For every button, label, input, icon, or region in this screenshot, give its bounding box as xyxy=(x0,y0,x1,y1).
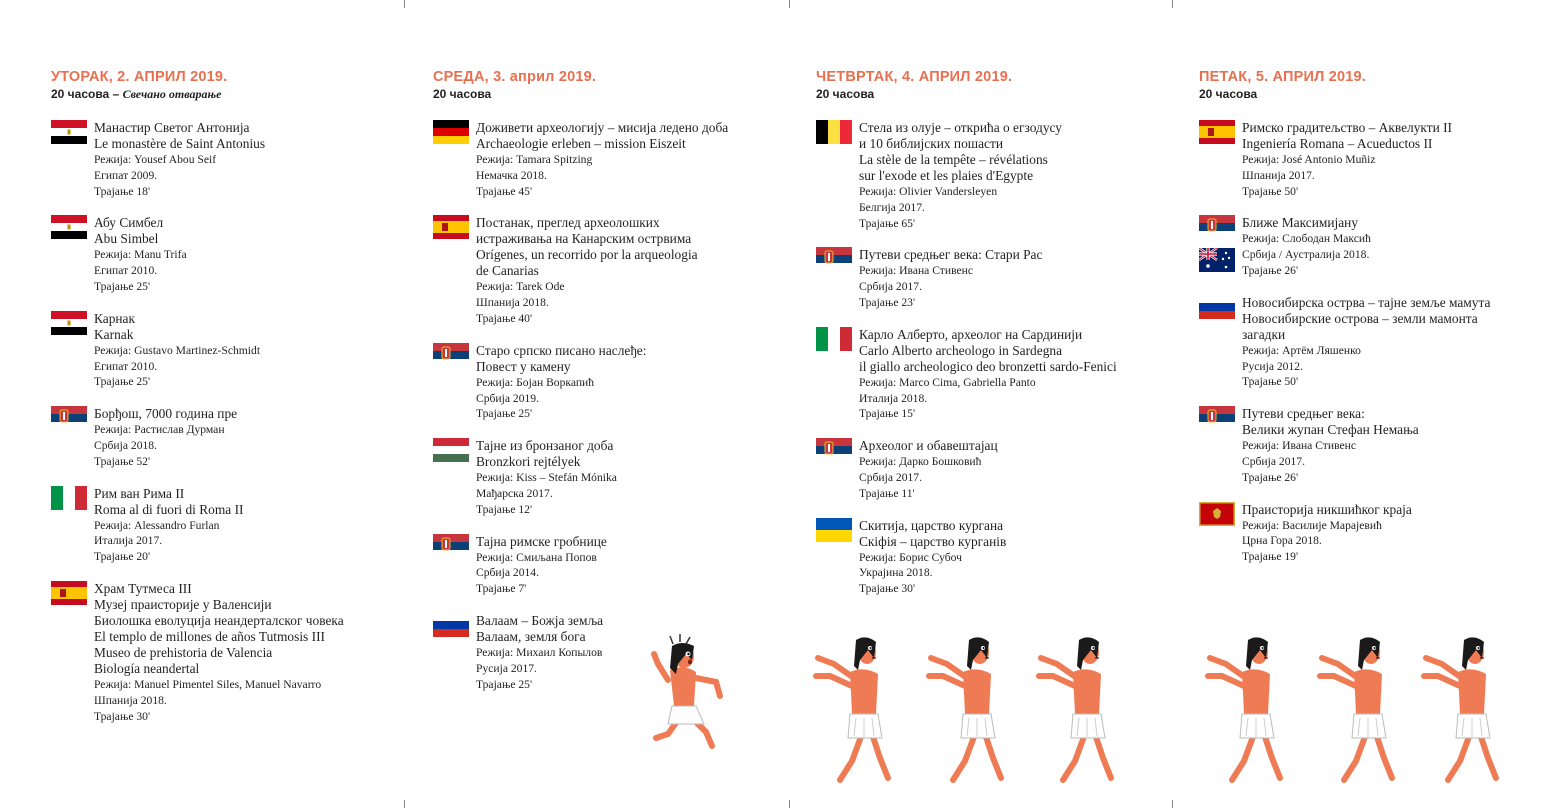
film-country-year: Србија 2014. xyxy=(476,566,539,580)
film-title: Валаам, земля бога xyxy=(476,628,586,644)
spain-flag-icon xyxy=(51,581,87,605)
film-country-year: Русија 2017. xyxy=(476,661,537,675)
film-country-year: Србија 2017. xyxy=(859,470,922,484)
walking-egyptian-figure xyxy=(812,636,912,791)
film-entry xyxy=(433,438,773,517)
film-director: Режија: Manu Trifa xyxy=(94,248,187,262)
spain-flag-icon xyxy=(433,215,469,239)
film-country-year: Црна Гора 2018. xyxy=(1242,534,1322,548)
film-title: Праисторија никшићког краја xyxy=(1242,501,1412,517)
film-entry xyxy=(1199,215,1539,278)
film-duration: Трајање 65' xyxy=(859,216,916,230)
film-duration: Трајање 26' xyxy=(1242,263,1299,277)
australia-flag-icon xyxy=(1199,248,1235,272)
film-title: Музеј праисторије у Валенсији xyxy=(94,596,272,612)
film-entry xyxy=(1199,120,1539,199)
film-director: Режија: José Antonio Muñiz xyxy=(1242,153,1376,166)
film-duration: Трајање 50' xyxy=(1242,375,1299,389)
crop-mark xyxy=(1172,0,1173,8)
film-director: Режија: Ивана Стивенс xyxy=(1242,439,1356,453)
film-title: истраживања на Канарским острвима xyxy=(476,231,692,247)
film-title: sur l'exode et les plaies d'Egypte xyxy=(859,168,1034,183)
film-title: Валаам – Божја земља xyxy=(476,612,604,628)
film-duration: Трајање 19' xyxy=(1242,550,1299,564)
film-title: Biología neandertal xyxy=(94,660,200,676)
walking-egyptian-figure xyxy=(925,636,1025,791)
day-column-thursday xyxy=(816,68,1156,613)
film-duration: Трајање 30' xyxy=(94,709,151,723)
egypt-flag-icon xyxy=(51,311,87,335)
film-entry xyxy=(1199,295,1539,390)
film-title: Новосибирска острва – тајне земље мамута xyxy=(1242,294,1491,310)
film-director: Режија: Артём Ляшенко xyxy=(1242,343,1361,357)
film-entry xyxy=(51,311,391,390)
day-column-friday xyxy=(1199,68,1539,581)
film-title: de Canarias xyxy=(476,263,539,279)
film-title: Тајне из бронзаног доба xyxy=(476,438,614,454)
film-title: Orígenes, un recorrido por la arqueologia xyxy=(476,247,698,263)
film-duration: Трајање 25' xyxy=(94,375,151,389)
crop-mark xyxy=(404,0,405,8)
film-director: Режија: Дарко Бошковић xyxy=(859,455,982,469)
film-director: Режија: Olivier Vandersleyen xyxy=(859,185,998,198)
film-title: Roma al di fuori di Roma II xyxy=(94,501,244,517)
film-director: Режија: Kiss – Stefán Mónika xyxy=(476,471,617,485)
film-director: Режија: Ивана Стивенс xyxy=(859,264,973,278)
film-entry xyxy=(51,406,391,469)
film-country-year: Украјина 2018. xyxy=(859,566,933,580)
film-duration: Трајање 25' xyxy=(94,279,151,293)
film-country-year: Италија 2017. xyxy=(94,534,163,548)
film-title: El templo de millones de años Tutmosis III xyxy=(94,628,325,644)
film-title: Старо српско писано наслеђе: xyxy=(476,342,647,358)
film-title: Борђош, 7000 година пре xyxy=(94,406,238,422)
film-title: Карнак xyxy=(94,310,136,326)
film-title: Скіфія – царство курганів xyxy=(859,533,1007,549)
walking-egyptian-figure xyxy=(1204,636,1304,791)
film-title: Скитија, царство кургана xyxy=(859,517,1004,533)
film-director: Режија: Manuel Pimentel Siles, Manuel Navarro xyxy=(94,677,322,691)
day-column-wednesday xyxy=(433,68,773,708)
film-country-year: Белгија 2017. xyxy=(859,200,925,214)
film-director: Режија: Растислав Дурман xyxy=(94,423,225,437)
film-director: Режија: Gustavo Martinez-Schmidt xyxy=(94,343,261,357)
film-title: и 10 библијских пошасти xyxy=(859,136,1004,151)
film-title: Карло Алберто, археолог на Сардинији xyxy=(859,326,1083,342)
film-title: Стела из олује – открића о егзодусу xyxy=(859,120,1062,135)
film-duration: Трајање 20' xyxy=(94,550,151,564)
film-title: Новосибирские острова – земли мамонта xyxy=(1242,310,1478,326)
film-title: Тајна римске гробнице xyxy=(476,533,607,549)
crop-mark xyxy=(404,800,405,808)
film-title: Bronzkori rejtélyek xyxy=(476,454,581,470)
film-entry xyxy=(816,518,1156,597)
film-duration: Трајање 15' xyxy=(859,407,916,421)
film-duration: Трајање 25' xyxy=(476,407,533,421)
film-title: Путеви средњег века: Стари Рас xyxy=(859,247,1043,263)
day-time xyxy=(1199,86,1539,102)
italy-flag-icon xyxy=(816,327,852,351)
film-duration: Трајање 7' xyxy=(476,582,527,596)
serbia-flag-icon xyxy=(1199,215,1235,239)
film-director: Режија: Смиљана Попов xyxy=(476,550,597,564)
film-duration: Трајање 18' xyxy=(94,184,151,198)
film-title: Abu Simbel xyxy=(94,231,159,247)
film-country-year: Египат 2010. xyxy=(94,264,158,278)
film-entry xyxy=(51,581,391,724)
film-title: Karnak xyxy=(94,326,134,342)
film-list xyxy=(816,120,1156,597)
film-title: Манастир Светог Антонија xyxy=(94,120,250,135)
film-duration: Трајање 40' xyxy=(476,311,533,325)
serbia-flag-icon xyxy=(51,406,87,430)
belgium-flag-icon xyxy=(816,120,852,144)
germany-flag-icon xyxy=(433,120,469,144)
film-title: La stèle de la tempête – révélations xyxy=(859,152,1048,167)
film-title: Archaeologie erleben – mission Eiszeit xyxy=(476,136,686,151)
film-title: загадки xyxy=(1242,326,1286,342)
film-country-year: Шпанија 2017. xyxy=(1242,168,1315,182)
film-duration: Трајање 23' xyxy=(859,295,916,309)
film-entry xyxy=(816,247,1156,310)
crop-mark xyxy=(789,800,790,808)
film-entry xyxy=(1199,502,1539,565)
film-list xyxy=(1199,120,1539,565)
film-title: Абу Симбел xyxy=(94,215,164,231)
film-director: Режија: Yousef Abou Seif xyxy=(94,153,217,166)
film-country-year: Мађарска 2017. xyxy=(476,486,553,500)
film-duration: Трајање 11' xyxy=(859,486,915,500)
russia-flag-icon xyxy=(1199,295,1235,319)
film-director: Режија: Marco Cima, Gabriella Panto xyxy=(859,375,1036,389)
film-duration: Трајање 45' xyxy=(476,184,533,198)
day-title: СРЕДА, 3. април 2019. xyxy=(433,69,597,85)
film-country-year: Шпанија 2018. xyxy=(476,296,549,310)
film-country-year: Шпанија 2018. xyxy=(94,693,167,707)
film-country-year: Србија 2018. xyxy=(94,438,157,452)
day-time xyxy=(51,86,391,102)
serbia-flag-icon xyxy=(816,438,852,462)
film-country-year: Србија 2017. xyxy=(859,280,922,294)
film-director: Режија: Михаил Копылов xyxy=(476,645,603,659)
time-text: 20 часова xyxy=(433,87,492,101)
film-entry xyxy=(816,327,1156,422)
film-title: Повест у камену xyxy=(476,358,571,374)
crop-mark xyxy=(1172,800,1173,808)
film-entry xyxy=(51,215,391,294)
film-entry xyxy=(1199,406,1539,485)
serbia-flag-icon xyxy=(433,534,469,558)
walking-egyptian-figure xyxy=(1035,636,1135,791)
film-director: Режија: Alessandro Furlan xyxy=(94,518,220,532)
film-country-year: Србија 2017. xyxy=(1242,454,1305,468)
film-title: Велики жупан Стефан Немања xyxy=(1242,422,1419,438)
film-entry xyxy=(433,343,773,422)
film-title: Рим ван Рима II xyxy=(94,485,185,501)
film-title: Биолошка еволуција неандерталског човека xyxy=(94,612,344,628)
day-column-tuesday xyxy=(51,68,391,740)
russia-flag-icon xyxy=(433,613,469,637)
day-title: ЧЕТВРТАК, 4. АПРИЛ 2019. xyxy=(816,69,1013,85)
crop-mark xyxy=(789,0,790,8)
film-country-year: Србија 2019. xyxy=(476,391,539,405)
film-title: Le monastère de Saint Antonius xyxy=(94,136,266,151)
day-title: УТОРАК, 2. АПРИЛ 2019. xyxy=(51,69,228,85)
day-time xyxy=(433,86,773,102)
film-director: Режија: Tarek Ode xyxy=(476,280,565,294)
time-note: Свечано отварање xyxy=(122,87,222,101)
film-entry xyxy=(51,486,391,565)
film-duration: Трајање 26' xyxy=(1242,470,1299,484)
serbia-flag-icon xyxy=(433,343,469,367)
film-title: Путеви средњег века: xyxy=(1242,406,1365,422)
montenegro-flag-icon xyxy=(1199,502,1235,526)
walking-egyptian-figure xyxy=(1420,636,1520,791)
film-entry xyxy=(816,120,1156,231)
ukraine-flag-icon xyxy=(816,518,852,542)
egypt-flag-icon xyxy=(51,120,87,144)
film-duration: Трајање 12' xyxy=(476,502,533,516)
film-entry xyxy=(816,438,1156,501)
film-director: Режија: Борис Субоч xyxy=(859,550,962,564)
film-title: Ingeniería Romana – Acueductos II xyxy=(1242,136,1433,151)
day-title: ПЕТАК, 5. АПРИЛ 2019. xyxy=(1199,69,1367,85)
film-duration: Трајање 50' xyxy=(1242,184,1299,198)
film-title: Археолог и обавештајац xyxy=(859,438,998,454)
film-duration: Трајање 30' xyxy=(859,582,916,596)
film-country-year: Италија 2018. xyxy=(859,391,928,405)
film-director: Режија: Слободан Максић xyxy=(1242,232,1371,246)
film-title: Постанак, преглед археолошких xyxy=(476,215,660,231)
film-country-year: Србија / Аустралија 2018. xyxy=(1242,248,1370,262)
walking-egyptian-figure xyxy=(1316,636,1416,791)
serbia-flag-icon xyxy=(1199,406,1235,430)
time-text: 20 часова xyxy=(1199,87,1258,101)
time-text: 20 часова xyxy=(816,87,875,101)
film-country-year: Немачка 2018. xyxy=(476,168,547,182)
time-text: 20 часова – xyxy=(51,87,120,101)
film-country-year: Египат 2009. xyxy=(94,168,158,182)
film-director: Режија: Tamara Spitzing xyxy=(476,153,593,166)
film-list xyxy=(433,120,773,692)
film-entry xyxy=(51,120,391,199)
serbia-flag-icon xyxy=(816,247,852,271)
hungary-flag-icon xyxy=(433,438,469,462)
film-list xyxy=(51,120,391,724)
film-entry xyxy=(433,534,773,597)
day-time xyxy=(816,86,1156,102)
film-country-year: Русија 2012. xyxy=(1242,359,1303,373)
film-title: Ближе Максимијану xyxy=(1242,215,1359,231)
film-title: Carlo Alberto archeologo in Sardegna xyxy=(859,342,1063,358)
egypt-flag-icon xyxy=(51,215,87,239)
film-entry xyxy=(433,215,773,326)
spain-flag-icon xyxy=(1199,120,1235,144)
film-director: Режија: Бојан Воркапић xyxy=(476,375,595,389)
film-director: Режија: Василије Марајевић xyxy=(1242,518,1382,532)
film-title: Римско градитељство – Аквелукти II xyxy=(1242,120,1453,135)
film-duration: Трајање 52' xyxy=(94,454,151,468)
film-country-year: Египат 2010. xyxy=(94,359,158,373)
italy-flag-icon xyxy=(51,486,87,510)
film-title: Museo de prehistoria de Valencia xyxy=(94,644,273,660)
startled-egyptian-figure xyxy=(650,632,740,757)
film-title: Храм Тутмеса III xyxy=(94,580,192,596)
film-title: Доживети археологију – мисија ледено доба xyxy=(476,120,729,135)
film-duration: Трајање 25' xyxy=(476,677,533,691)
film-title: il giallo archeologico deo bronzetti sardo-Fenici xyxy=(859,358,1117,374)
film-entry xyxy=(433,120,773,199)
